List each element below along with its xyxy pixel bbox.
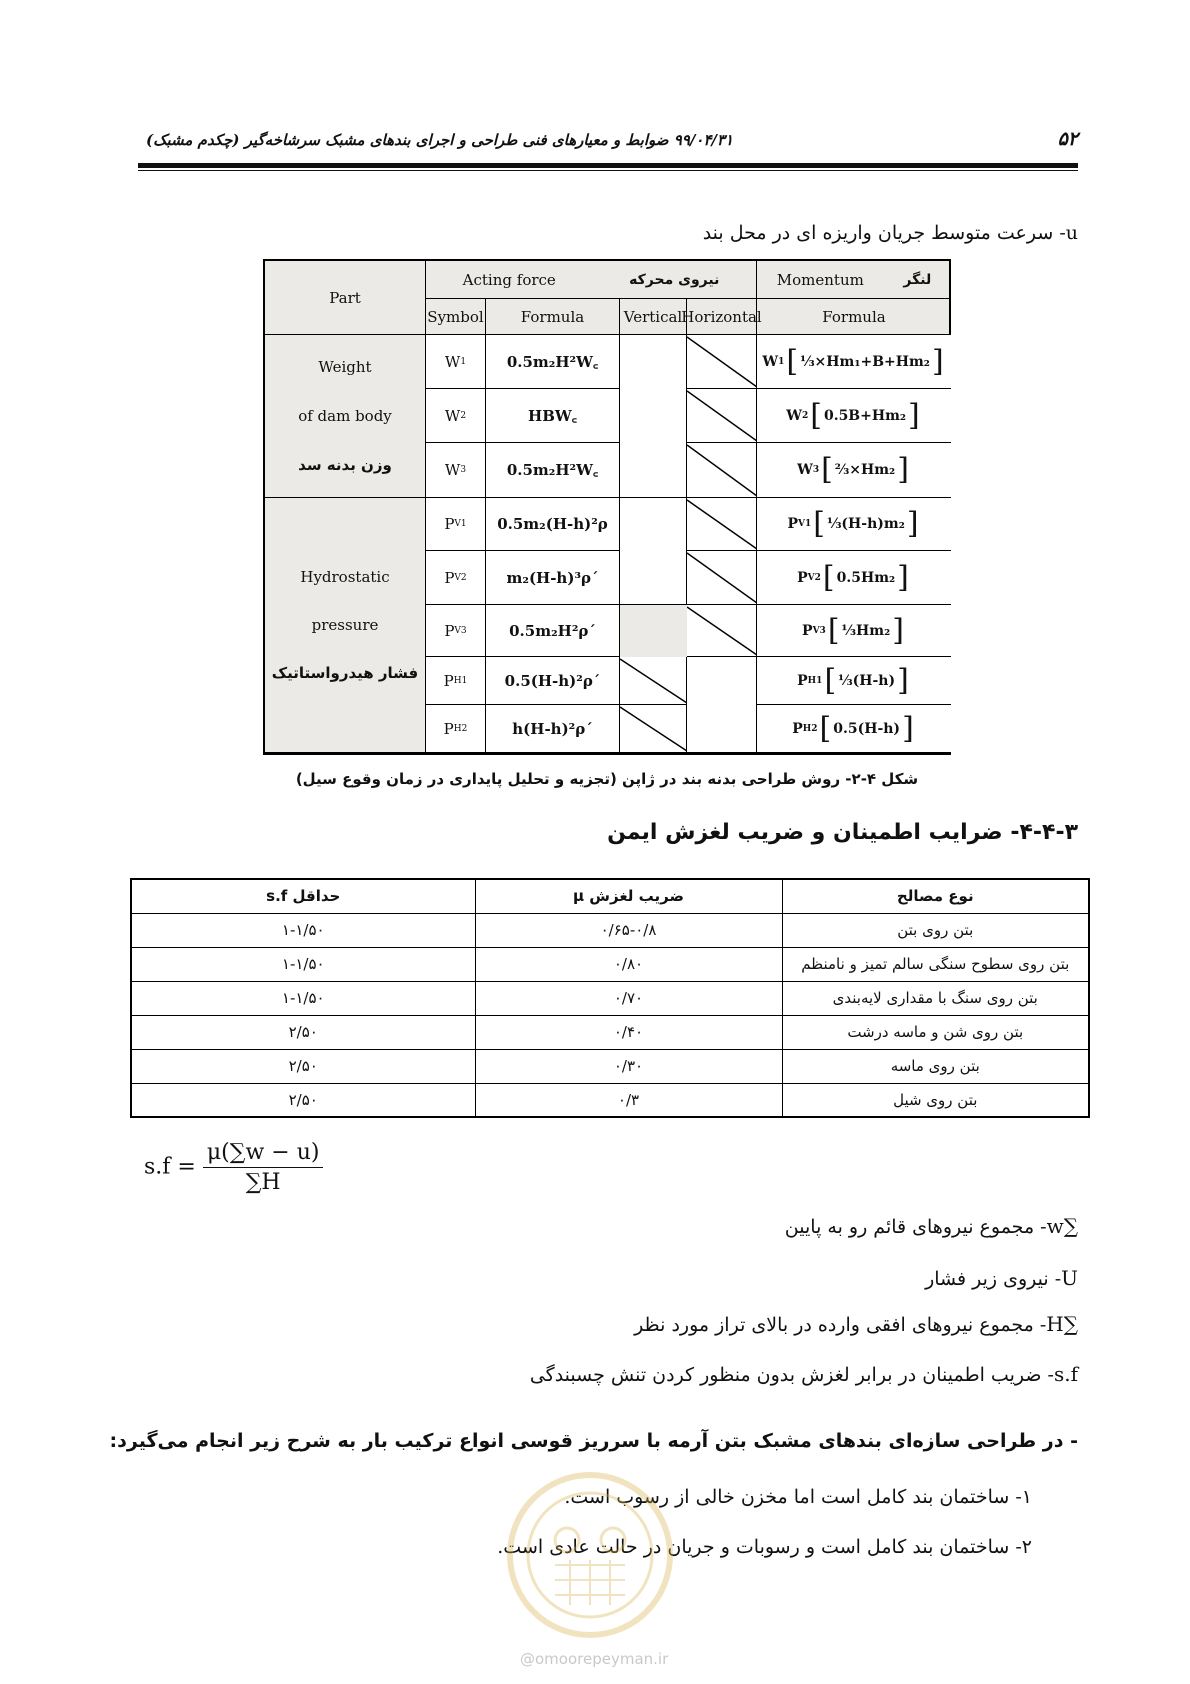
acting-force-fa: نیروی محرکه	[629, 271, 720, 288]
force-formula: 0.5m₂H²W꜀	[506, 461, 599, 479]
momentum-subscript: V1	[797, 519, 812, 529]
watermark-seal-icon	[505, 1470, 675, 1640]
symbol-cell	[426, 335, 486, 389]
definition-symbol: ∑H	[1046, 1312, 1078, 1336]
group-weight	[265, 335, 426, 498]
vertical-cell	[620, 657, 687, 705]
symbol-text: P	[444, 515, 455, 533]
momentum-formula	[762, 343, 945, 379]
definition-text: - مجموع نیروهای قائم رو به پایین	[784, 1216, 1047, 1238]
momentum-prefix: W	[786, 407, 802, 424]
definition-sumh	[634, 1312, 1078, 1336]
symbol-subscript: 3	[460, 465, 467, 475]
momentum-fa: لنگر	[903, 271, 932, 288]
definition-u	[925, 1266, 1078, 1290]
force-formula: 0.5m₂H²W꜀	[506, 352, 599, 371]
symbol-text: P	[444, 621, 455, 640]
symbol-cell	[426, 498, 486, 551]
min-sf-cell: ۱-۱/۵۰	[131, 947, 475, 981]
momentum-prefix: P	[802, 622, 813, 639]
symbol-text: W	[444, 352, 461, 371]
vertical-weight-cell	[620, 335, 687, 498]
symbol-text: P	[443, 719, 454, 738]
col-formula: Formula	[486, 299, 620, 335]
list-item: ۲- ساختمان بند کامل است و رسوبات و جریان در حالت عادی است.	[497, 1536, 1032, 1558]
force-formula: HBW꜀	[528, 406, 577, 425]
symbol-cell	[426, 657, 486, 705]
symbol-text: W	[444, 461, 461, 479]
section-title: ۴-۴-۳- ضرایب اطمینان و ضریب لغزش ایمن	[607, 820, 1078, 845]
formula-denominator: ∑H	[245, 1170, 281, 1195]
material-cell: بتن روی ماسه	[782, 1049, 1089, 1083]
momentum-subscript: H1	[807, 675, 823, 686]
momentum-body: ⅓(H-h)	[838, 672, 896, 689]
symbol-text: W	[444, 406, 461, 425]
watermark-url: @omoorepeyman.ir	[520, 1650, 669, 1668]
momentum-subscript: 1	[778, 356, 785, 367]
min-sf-cell: ۲/۵۰	[131, 1015, 475, 1049]
bracket-close: ]	[892, 612, 904, 648]
header-rule-thin	[138, 170, 1078, 171]
table-row	[131, 1015, 1089, 1049]
symbol-subscript: H1	[453, 675, 468, 686]
force-formula: 0.5m₂H²ρ´	[509, 621, 596, 640]
bracket-open: [	[813, 506, 825, 541]
force-formula-cell	[486, 335, 620, 389]
symbol-subscript: 1	[460, 356, 467, 367]
horizontal-cell	[687, 498, 757, 551]
symbol-subscript: 2	[460, 410, 467, 421]
mu-cell: ۰/۷۰	[475, 981, 782, 1015]
bracket-close: ]	[897, 662, 909, 698]
force-formula: h(H-h)²ρ´	[512, 719, 593, 738]
momentum-prefix: W	[762, 353, 779, 370]
mu-cell: ۰/۶۵-۰/۸	[475, 913, 782, 947]
min-sf-cell: ۱-۱/۵۰	[131, 981, 475, 1015]
material-cell: بتن روی سطوح سنگی سالم تمیز و نامنظم	[782, 947, 1089, 981]
momentum-body: 0.5Hm₂	[836, 569, 896, 586]
momentum-formula	[787, 506, 920, 541]
force-formula: 0.5m₂(H-h)²ρ	[497, 515, 608, 533]
momentum-formula	[792, 710, 916, 746]
horizontal-cell	[687, 551, 757, 605]
momentum-prefix: P	[797, 672, 808, 689]
figure-caption: شکل ۴-۲- روش طراحی بدنه بند در ژاپن (تجزیه و تحلیل پایداری در زمان وقوع سیل)	[295, 770, 919, 788]
symbol-cell	[426, 551, 486, 605]
bracket-open: [	[810, 397, 822, 433]
force-formula-cell	[486, 389, 620, 443]
symbol-cell	[426, 389, 486, 443]
mu-cell: ۰/۳۰	[475, 1049, 782, 1083]
vertical-pv-cell	[620, 498, 687, 605]
momentum-body: 0.5B+Hm₂	[823, 407, 907, 424]
col-horizontal: Horizontal	[687, 299, 757, 335]
momentum-formula-cell	[757, 551, 951, 605]
header-rule-thick	[138, 163, 1078, 168]
momentum-formula-cell	[757, 443, 951, 498]
col-vertical: Vertical	[620, 299, 687, 335]
diagonal-mark	[687, 389, 757, 443]
symbol-cell	[426, 705, 486, 753]
momentum-header	[757, 261, 951, 299]
momentum-subscript: 2	[801, 410, 809, 421]
col-part: Part	[265, 261, 426, 335]
symbol-cell	[426, 443, 486, 498]
mu-cell: ۰/۳	[475, 1083, 782, 1117]
table-row	[131, 1049, 1089, 1083]
bracket-open: [	[819, 710, 832, 746]
list-item: ۱- ساختمان بند کامل است اما مخزن خالی از رسوب است.	[564, 1486, 1032, 1508]
force-formula: 0.5(H-h)²ρ´	[504, 671, 601, 690]
momentum-formula	[797, 662, 911, 698]
load-combination-intro: - در طراحی سازه‌ای بندهای مشبک بتن آرمه با سرریز قوسی انواع ترکیب بار به شرح زیر انجام می‌گیرد:	[109, 1430, 1078, 1452]
bracket-close: ]	[931, 343, 944, 379]
bracket-open: [	[827, 612, 840, 648]
definition-text: - ضریب اطمینان در برابر لغزش بدون منظور کردن تنش چسبندگی	[529, 1364, 1054, 1386]
momentum-body: 0.5(H-h)	[833, 720, 901, 737]
force-formula-cell	[486, 498, 620, 551]
bracket-open: [	[824, 662, 837, 698]
group-weight-fa: وزن بدنه سد	[298, 455, 392, 474]
page-number: ۵۲	[1057, 128, 1078, 150]
bracket-open: [	[786, 343, 799, 379]
force-formula-cell	[486, 443, 620, 498]
momentum-formula	[797, 452, 911, 487]
group-weight-line1: Weight	[318, 358, 372, 377]
acting-force-header	[426, 261, 757, 299]
horizontal-cell	[687, 443, 757, 498]
diagonal-mark	[687, 335, 757, 389]
definition-text: - مجموع نیروهای افقی وارده در بالای تراز مورد نظر	[634, 1314, 1047, 1336]
table-row	[131, 913, 1089, 947]
diagonal-mark	[687, 443, 757, 498]
sf-col-minsf: حداقل s.f	[131, 879, 475, 913]
sf-formula	[144, 1140, 323, 1195]
momentum-formula-cell	[757, 657, 951, 705]
momentum-subscript: V2	[807, 572, 821, 583]
vertical-cell	[620, 705, 687, 753]
momentum-formula-cell	[757, 705, 951, 753]
momentum-prefix: P	[792, 720, 803, 737]
col-momentum-formula: Formula	[757, 299, 951, 335]
group-hydrostatic	[265, 498, 426, 753]
intro-line: u- سرعت متوسط جریان واریزه ای در محل بند	[702, 222, 1078, 244]
momentum-formula-cell	[757, 498, 951, 551]
momentum-formula	[802, 612, 906, 648]
bracket-close: ]	[906, 506, 919, 541]
force-formula-cell	[486, 705, 620, 753]
symbol-text: P	[444, 568, 455, 587]
momentum-subscript: 3	[812, 465, 820, 475]
figure-table	[263, 259, 951, 755]
min-sf-cell: ۲/۵۰	[131, 1049, 475, 1083]
diagonal-mark	[687, 551, 757, 605]
sf-col-material: نوع مصالح	[782, 879, 1089, 913]
mu-cell: ۰/۴۰	[475, 1015, 782, 1049]
momentum-body: ⅓×Hm₁+B+Hm₂	[800, 353, 930, 370]
safety-factor-table	[130, 878, 1090, 1118]
momentum-subscript: H2	[802, 723, 818, 734]
page-header	[138, 128, 1078, 158]
symbol-subscript: H2	[453, 723, 468, 734]
momentum-prefix: P	[797, 569, 808, 586]
diagonal-mark	[620, 705, 687, 753]
momentum-body: ⅓Hm₂	[841, 622, 891, 639]
formula-numerator: μ(∑w − u)	[203, 1140, 324, 1168]
momentum-body: ⅓(H-h)m₂	[826, 516, 905, 532]
horizontal-cell	[687, 389, 757, 443]
definition-sumw	[785, 1214, 1078, 1238]
horizontal-cell	[687, 335, 757, 389]
material-cell: بتن روی سنگ با مقداری لایه‌بندی	[782, 981, 1089, 1015]
bracket-close: ]	[897, 559, 909, 595]
table-row	[131, 981, 1089, 1015]
momentum-formula	[786, 397, 922, 433]
definition-symbol: s.f	[1053, 1362, 1078, 1386]
definition-sf	[530, 1362, 1078, 1386]
momentum-formula-cell	[757, 389, 951, 443]
acting-force-label: Acting force	[462, 270, 556, 289]
definition-symbol: U	[1061, 1266, 1078, 1290]
group-hydro-line2: pressure	[311, 616, 379, 634]
definition-text: - نیروی زیر فشار	[925, 1268, 1062, 1290]
bracket-open: [	[821, 452, 833, 487]
material-cell: بتن روی بتن	[782, 913, 1089, 947]
symbol-text: P	[443, 671, 454, 690]
horizontal-cell	[687, 605, 757, 657]
symbol-subscript: V3	[454, 625, 467, 636]
symbol-cell	[426, 605, 486, 657]
momentum-prefix: P	[787, 516, 798, 532]
momentum-formula-cell	[757, 605, 951, 657]
material-cell: بتن روی شن و ماسه درشت	[782, 1015, 1089, 1049]
formula-fraction	[203, 1140, 324, 1195]
momentum-formula	[797, 559, 911, 595]
bracket-close: ]	[902, 710, 914, 746]
diagonal-mark	[687, 498, 757, 551]
formula-lhs: s.f =	[144, 1154, 196, 1180]
group-hydro-line1: Hydrostatic	[300, 568, 390, 586]
momentum-label: Momentum	[776, 270, 864, 289]
min-sf-cell: ۲/۵۰	[131, 1083, 475, 1117]
group-weight-line2: of dam body	[298, 406, 392, 425]
material-cell: بتن روی شیل	[782, 1083, 1089, 1117]
table-row	[131, 1083, 1089, 1117]
symbol-subscript: V1	[454, 519, 467, 529]
momentum-formula-cell	[757, 335, 951, 389]
col-symbol: Symbol	[426, 299, 486, 335]
bracket-close: ]	[897, 452, 909, 487]
bracket-open: [	[822, 559, 835, 595]
mu-cell: ۰/۸۰	[475, 947, 782, 981]
force-formula-cell	[486, 605, 620, 657]
table-row	[131, 947, 1089, 981]
force-formula-cell	[486, 551, 620, 605]
momentum-subscript: V3	[812, 625, 826, 636]
symbol-subscript: V2	[454, 572, 467, 583]
momentum-body: ⅔×Hm₂	[834, 462, 896, 478]
header-title: ۹۹/۰۴/۳۱ ضوابط و معیارهای فنی طراحی و اجرای بندهای مشبک سرشاخه‌گیر (چکدم مشبک)	[146, 131, 734, 149]
momentum-prefix: W	[797, 462, 813, 478]
sf-table-header-row	[131, 879, 1089, 913]
diagonal-mark	[687, 605, 757, 657]
group-hydro-fa: فشار هیدرواستاتیک	[271, 664, 419, 682]
diagonal-mark	[620, 657, 687, 705]
bracket-close: ]	[908, 397, 920, 433]
definition-symbol: ∑w	[1046, 1214, 1078, 1238]
min-sf-cell: ۱-۱/۵۰	[131, 913, 475, 947]
sf-col-mu: ضریب لغزش μ	[475, 879, 782, 913]
force-formula-cell	[486, 657, 620, 705]
force-formula: m₂(H-h)³ρ´	[506, 568, 599, 587]
